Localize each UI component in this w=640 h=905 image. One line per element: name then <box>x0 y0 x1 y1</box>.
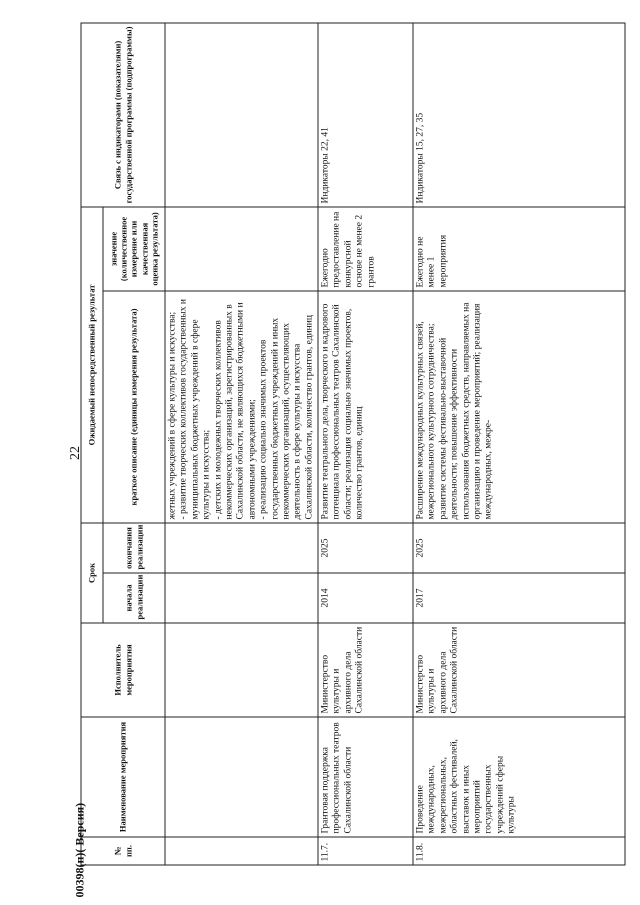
header-link: Связь с индикаторами (показателями) государственной программы (подпрограммы) <box>81 23 165 207</box>
row-desc: Расширение международных культурных связей, межрегионального культурного сотрудничества; развитие системы фестивально-выставочной деятельности; повышение эффективности использования бюджетных средств, направляемых на организацию и проведение мероприятий; реализация международных, межре- <box>413 291 625 523</box>
row-value <box>165 207 318 291</box>
row-value: Ежегодно не менее 1 мероприятия <box>413 207 625 291</box>
row-num: 11.7. <box>318 837 413 865</box>
row-start <box>165 573 318 623</box>
row-end: 2025 <box>318 523 413 573</box>
header-name: Наименование мероприятия <box>81 717 165 837</box>
row-link: Индикаторы 15, 27, 35 <box>413 23 625 207</box>
row-link: Индикаторы 22, 41 <box>318 23 413 207</box>
table-row <box>413 23 625 865</box>
header-value: значение (количественное измерение или качественная оценка результата) <box>103 207 165 291</box>
row-name: Грантовая поддержка профессиональных театров Сахалинской области <box>318 717 413 837</box>
document-version-footer: 00398(п)( Версия) <box>72 802 87 898</box>
header-term-end: окончания реализации <box>103 523 165 573</box>
header-short-desc: краткое описание (единицы измерения результата) <box>103 291 165 523</box>
table-row <box>165 23 318 865</box>
measures-table <box>81 22 626 865</box>
row-executor <box>165 623 318 717</box>
header-executor: Исполнитель мероприятия <box>81 623 165 717</box>
header-term: Срок <box>81 523 103 623</box>
row-name <box>165 717 318 837</box>
row-end <box>165 523 318 573</box>
row-num: 11.8. <box>413 837 625 865</box>
header-expected: Ожидаемый непосредственный результат <box>81 207 103 523</box>
row-start: 2017 <box>413 573 625 623</box>
row-value: Ежегодно предоставление на конкурсной основе не менее 2 грантов <box>318 207 413 291</box>
rotated-table-container <box>81 24 626 866</box>
row-end: 2025 <box>413 523 625 573</box>
row-name: Проведение международных, межрегиональных, областных фестивалей, выставок и иных мероприятий государственных учреждений сферы культуры <box>413 717 625 837</box>
row-executor: Министерство культуры и архивного дела Сахалинской области <box>413 623 625 717</box>
row-num <box>165 837 318 865</box>
row-executor: Министерство культуры и архивного дела Сахалинской области <box>318 623 413 717</box>
row-start: 2014 <box>318 573 413 623</box>
table-row <box>318 23 413 865</box>
row-desc: жетных учреждений в сфере культуры и искусства; - развитие творческих коллективов государственных и муниципальных бюджетных учреждений в сфере культуры и искусства; - детских и молодежных творческих коллективов некоммерческих организаций, зарегистрированных в Сахалинской области, не являющихся бюджетными и автономными учреждениями; - реализацию социально значимых проектов государственных бюджетных учреждений и иных некоммерческих организаций, осуществляющих деятельность в сфере культуры и искусства Сахалинской области, количество грантов, единиц <box>165 291 318 523</box>
row-link <box>165 23 318 207</box>
header-term-start: начала реализации <box>103 573 165 623</box>
row-desc: Развитие театрального дела, творческого и кадрового потенциала профессиональных театров Сахалинской области; реализация социально значимых проектов, количество грантов, единиц <box>318 291 413 523</box>
page-number: 22 <box>68 446 83 460</box>
header-num: № пп. <box>81 837 165 865</box>
